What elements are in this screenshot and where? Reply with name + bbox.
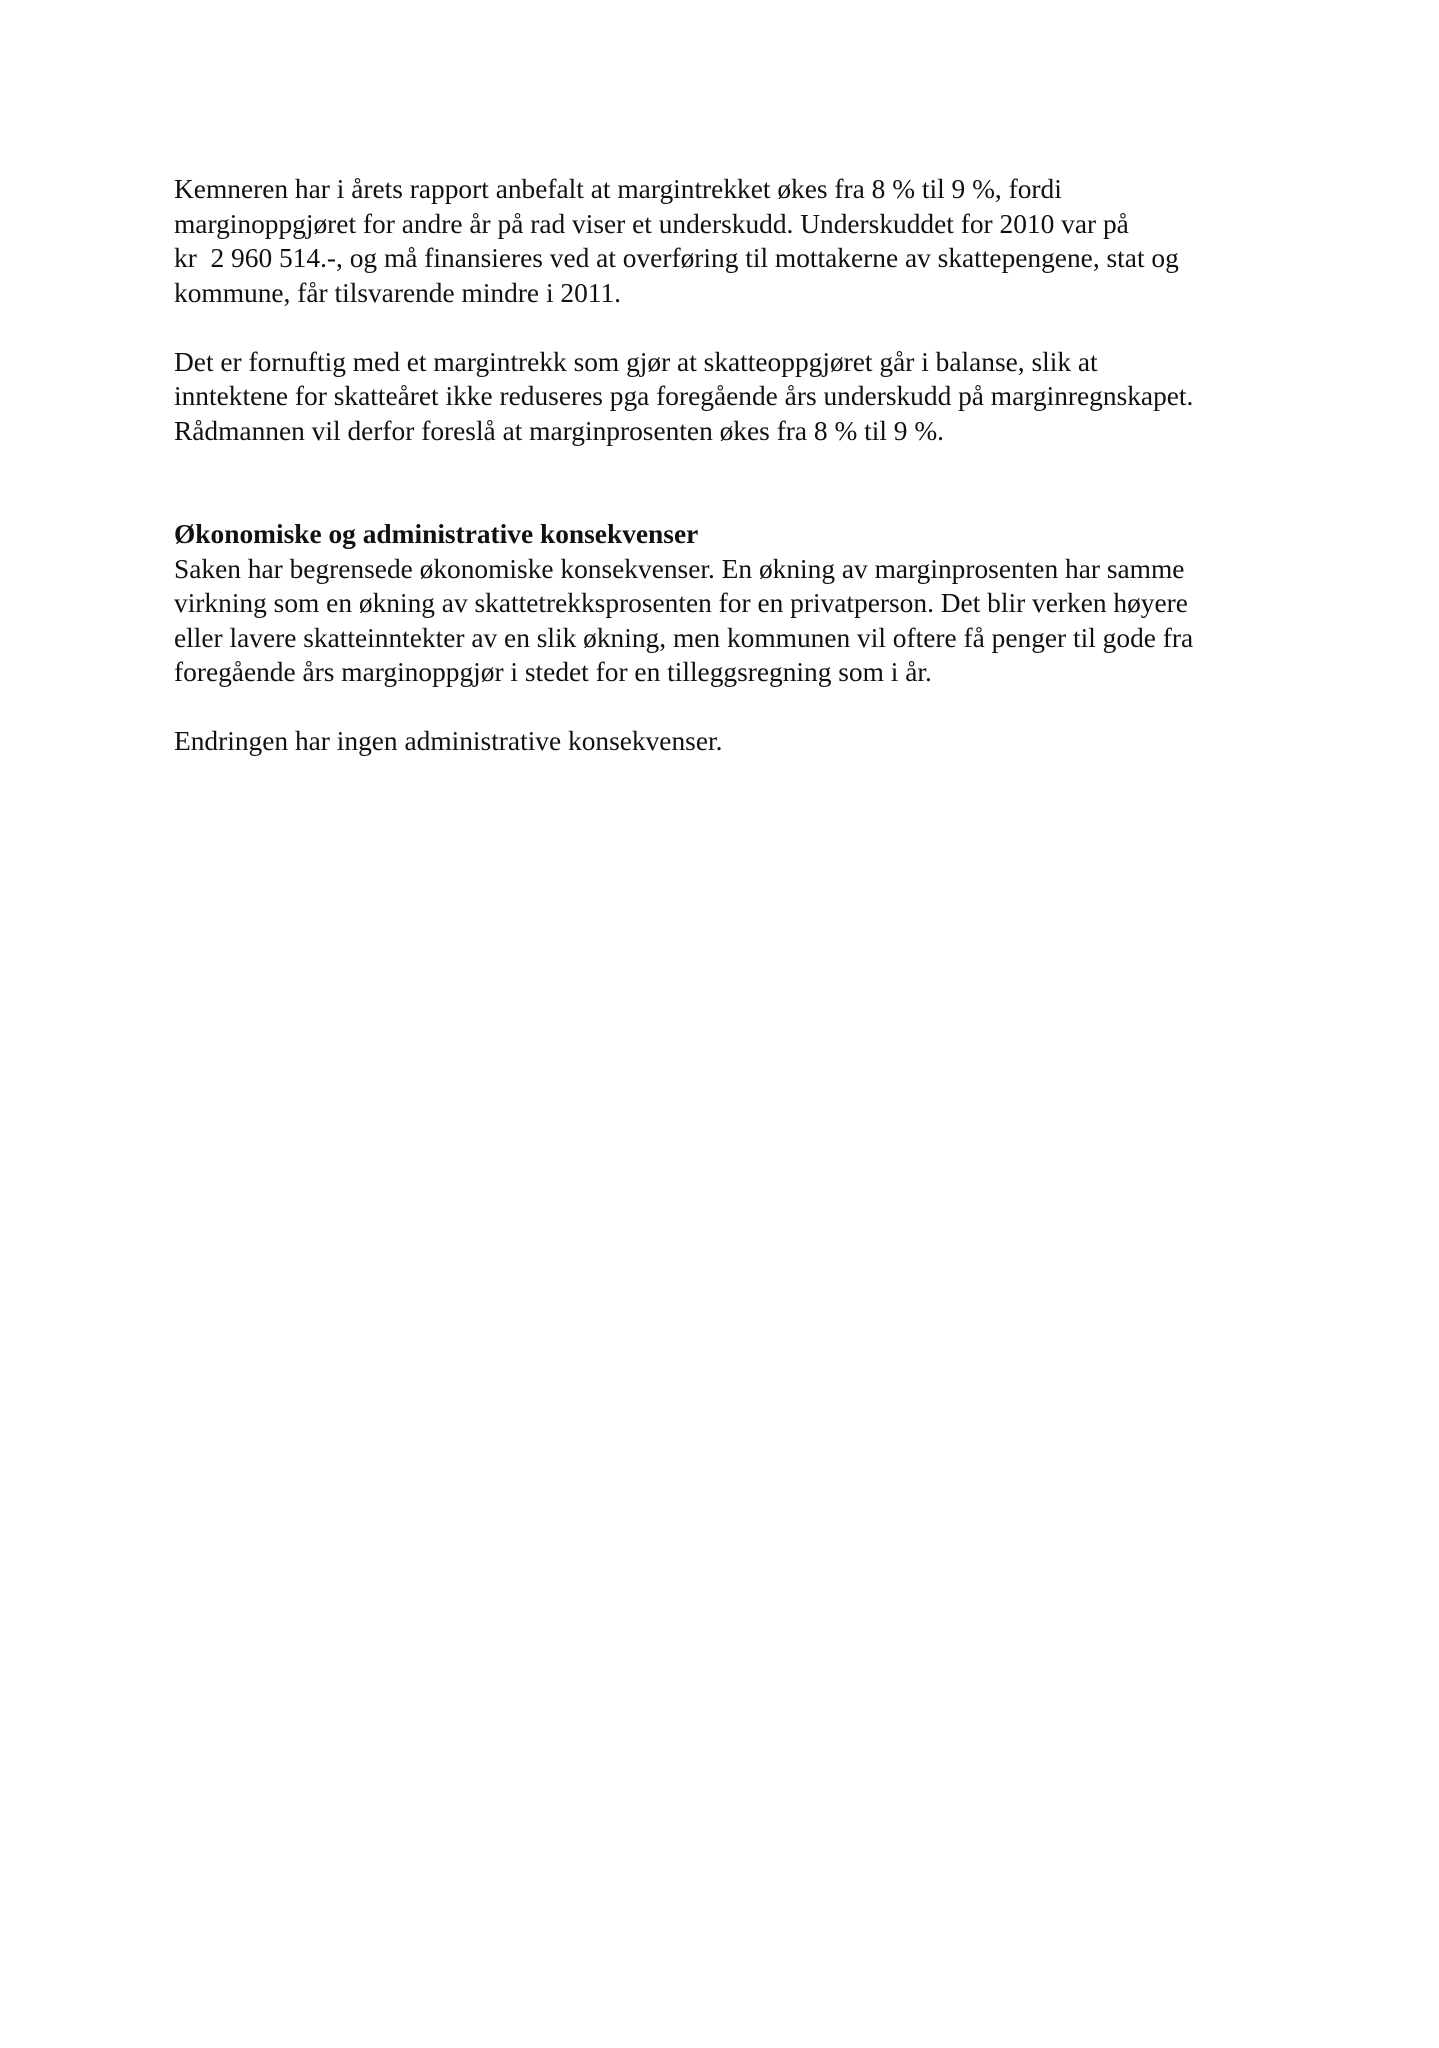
section-consequences <box>174 517 1354 759</box>
text-line: eller lavere skatteinntekter av en slik økning, men kommunen vil oftere få penger til gode fra <box>174 622 1194 653</box>
text-line: Kemneren har i årets rapport anbefalt at margintrekket økes fra 8 % til 9 %, fordi <box>174 174 1062 204</box>
text-line: Saken har begrensede økonomiske konsekvenser. En økning av marginprosenten har samme <box>174 553 1185 584</box>
paragraph-economic-consequences <box>174 552 1354 690</box>
document-body <box>174 172 1354 759</box>
text-line: Endringen har ingen administrative konsekvenser. <box>174 726 723 756</box>
text-line: marginoppgjøret for andre år på rad viser et underskudd. Underskuddet for 2010 var på <box>174 208 1129 239</box>
text-line: kommune, får tilsvarende mindre i 2011. <box>174 277 622 308</box>
text-line: Rådmannen vil derfor foreslå at marginprosenten økes fra 8 % til 9 %. <box>174 415 945 446</box>
text-line: foregående års marginoppgjør i stedet for en tilleggsregning som i år. <box>174 657 932 687</box>
paragraph-administrative-consequences <box>174 724 1354 759</box>
text-line: Det er fornuftig med et margintrekk som gjør at skatteoppgjøret går i balanse, slik at <box>174 346 1098 377</box>
text-line: kr 2 960 514.-, og må finansieres ved at overføring til mottakerne av skattepengene, stat og <box>174 243 1179 273</box>
paragraph-margin-recommendation <box>174 172 1354 310</box>
text-line: virkning som en økning av skattetrekksprosenten for en privatperson. Det blir verken høyere <box>174 588 1188 618</box>
section-heading: Økonomiske og administrative konsekvenser <box>174 519 699 549</box>
paragraph-rationale <box>174 345 1354 449</box>
text-line: inntektene for skatteåret ikke reduseres pga foregående års underskudd på marginregnskapet. <box>174 381 1194 411</box>
